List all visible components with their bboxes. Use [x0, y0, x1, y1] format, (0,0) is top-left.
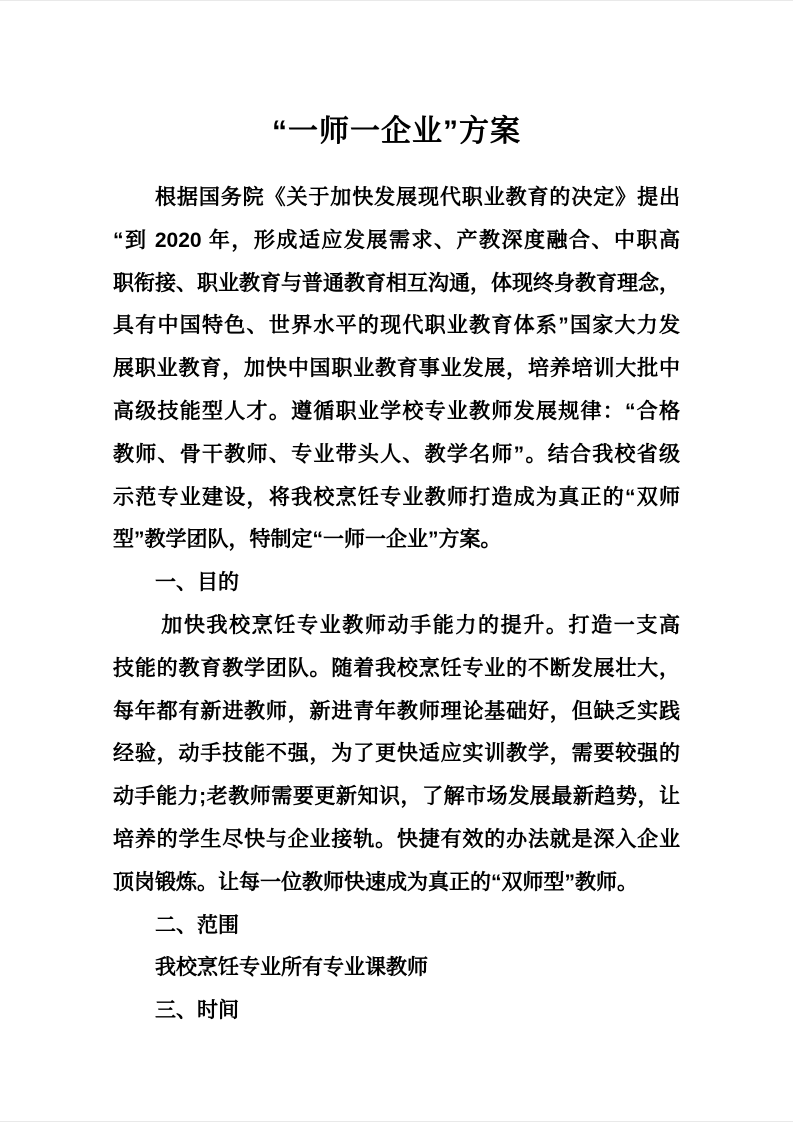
- document-body: [113, 177, 680, 1033]
- text-line: 技能的教育教学团队。随着我校烹饪专业的不断发展壮大，: [113, 656, 680, 680]
- text-line: 我校烹饪专业所有专业课教师: [155, 956, 428, 980]
- document-title: “一师一企业”方案: [272, 115, 521, 149]
- text-line: 经验，动手技能不强，为了更快适应实训教学，需要较强的: [113, 742, 680, 766]
- text-line: 每年都有新进教师，新进青年教师理论基础好，但缺乏实践: [113, 699, 680, 723]
- text-line: 三、时间: [155, 999, 239, 1023]
- text-line: 加快我校烹饪专业教师动手能力的提升。打造一支高: [161, 613, 680, 637]
- text-line: 具有中国特色、世界水平的现代职业教育体系”国家大力发: [113, 314, 680, 338]
- text-line: 根据国务院《关于加快发展现代职业教育的决定》提出: [155, 186, 680, 209]
- page-top-edge: [0, 0, 793, 1]
- text-line: 培养的学生尽快与企业接轨。快捷有效的办法就是深入企业: [113, 827, 680, 851]
- text-line: “到 2020 年，形成适应发展需求、产教深度融合、中职高: [113, 228, 680, 252]
- text-line: 教师、骨干教师、专业带头人、教学名师”。结合我校省级: [113, 442, 680, 466]
- text-line: 型”教学团队，特制定“一师一企业”方案。: [113, 528, 502, 552]
- text-line: 展职业教育，加快中国职业教育事业发展，培养培训大批中: [113, 357, 680, 381]
- text-line: 二、范围: [155, 913, 239, 937]
- text-line: 示范专业建设，将我校烹饪专业教师打造成为真正的“双师: [113, 485, 680, 509]
- text-line: 高级技能型人才。遵循职业学校专业教师发展规律：“合格: [113, 399, 680, 423]
- text-line: 一、目的: [155, 571, 239, 595]
- text-line: 顶岗锻炼。让每一位教师快速成为真正的“双师型”教师。: [113, 870, 638, 894]
- text-line: 动手能力;老教师需要更新知识，了解市场发展最新趋势，让: [113, 785, 680, 809]
- text-line: 职衔接、职业教育与普通教育相互沟通，体现终身教育理念，: [113, 271, 680, 295]
